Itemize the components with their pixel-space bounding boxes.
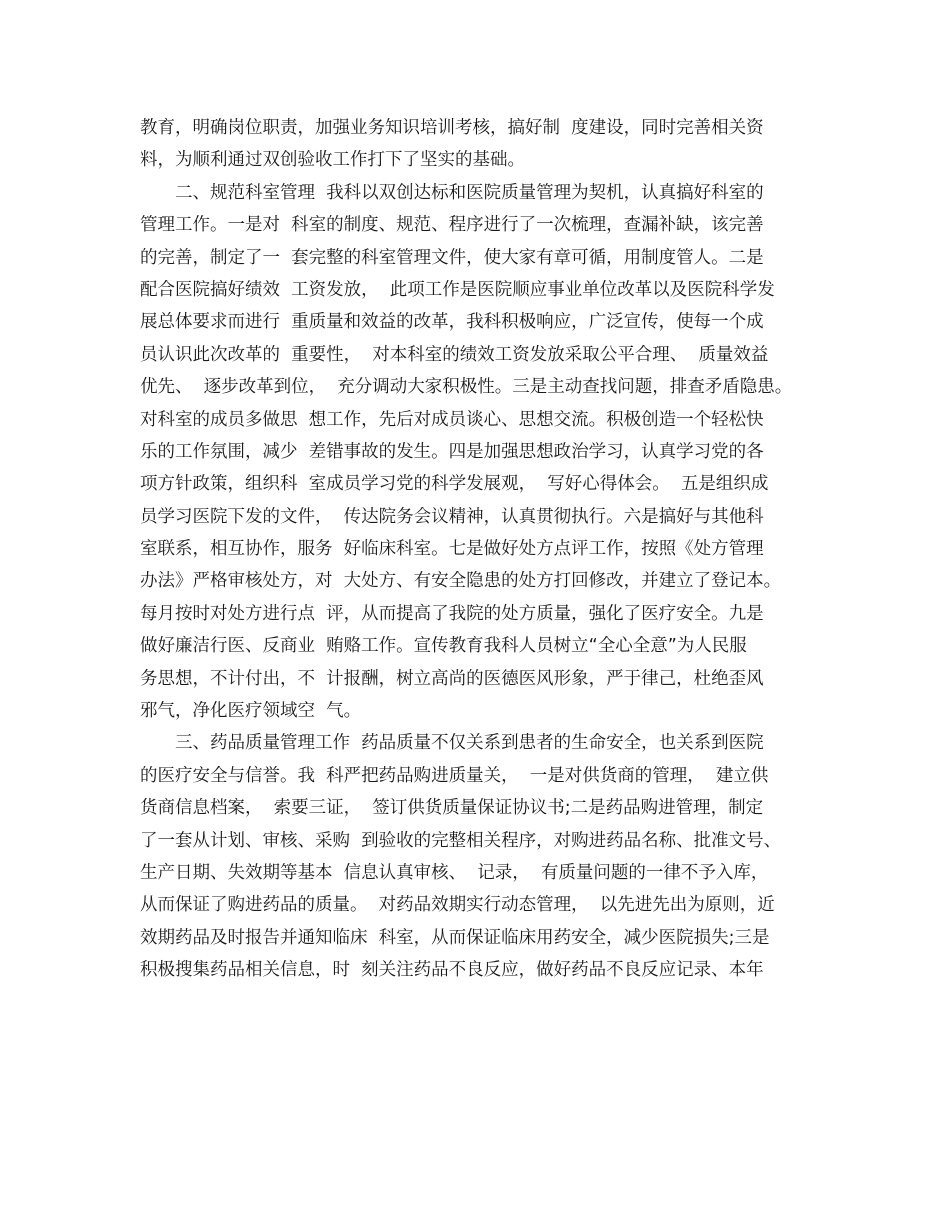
text-line: 生产日期、失效期等基本 信息认真审核、 记录， 有质量问题的一律不予入库， <box>140 862 769 883</box>
document-body <box>140 112 820 987</box>
text-line: 管理工作。一是对 科室的制度、规范、程序进行了一次梳理，查漏补缺，该完善 <box>140 215 764 236</box>
text-line: 展总体要求而进行 重质量和效益的改革，我科积极响应，广泛宣传，使每一个成 <box>140 312 764 333</box>
text-line: 效期药品及时报告并通知临床 科室，从而保证临床用药安全，减少医院损失;三是 <box>140 927 770 948</box>
text-line: 了一套从计划、审核、采购 到验收的完整相关程序，对购进药品名称、批准文号、 <box>140 830 782 851</box>
text-line: 积极搜集药品相关信息，时 刻关注药品不良反应，做好药品不良反应记录、本年 <box>140 960 764 981</box>
text-line: 配合医院搞好绩效 工资发放， 此项工作是医院顺应事业单位改革以及医院科学发 <box>140 279 775 300</box>
text-line: 每月按时对处方进行点 评，从而提高了我院的处方质量，强化了医疗安全。九是 <box>140 603 764 624</box>
text-line: 货商信息档案， 索要三证， 签订供货质量保证协议书;二是药品购进管理，制定 <box>140 798 764 819</box>
text-line: 员学习医院下发的文件， 传达院务会议精神，认真贯彻执行。六是搞好与其他科 <box>140 506 764 527</box>
text-line: 料，为顺利通过双创验收工作打下了坚实的基础。 <box>140 150 525 171</box>
text-line: 员认识此次改革的 重要性， 对本科室的绩效工资发放采取公平合理、 质量效益 <box>140 344 769 365</box>
text-line: 做好廉洁行医、反商业 贿赂工作。宣传教育我科人员树立“全心全意”为人民服 <box>140 636 747 657</box>
text-line: 室联系，相互协作，服务 好临床科室。七是做好处方点评工作，按照《处方管理 <box>140 539 764 560</box>
paragraph-heading-line: 二、规范科室管理 我科以双创达标和医院质量管理为契机，认真搞好科室的 <box>175 182 764 203</box>
text-line: 的医疗安全与信誉。我 科严把药品购进质量关， 一是对供货商的管理， 建立供 <box>140 765 769 786</box>
text-line: 的完善，制定了一 套完整的科室管理文件，使大家有章可循，用制度管人。二是 <box>140 247 764 268</box>
text-line: 对科室的成员多做思 想工作，先后对成员谈心、思想交流。积极创造一个轻松快 <box>140 409 764 430</box>
text-line: 乐的工作氛围，减少 差错事故的发生。四是加强思想政治学习，认真学习党的各 <box>140 441 764 462</box>
text-line: 优先、 逐步改革到位， 充分调动大家积极性。三是主动查找问题，排查矛盾隐患。 <box>140 377 793 398</box>
paragraph-heading-line: 三、药品质量管理工作 药品质量不仅关系到患者的生命安全，也关系到医院 <box>175 733 764 754</box>
text-line: 务思想，不计付出，不 计报酬，树立高尚的医德医风形象，严于律己，杜绝歪风 <box>140 668 764 689</box>
text-line: 邪气，净化医疗领域空 气。 <box>140 701 362 722</box>
text-line: 从而保证了购进药品的质量。 对药品效期实行动态管理， 以先进先出为原则，近 <box>140 895 775 916</box>
text-line: 项方针政策，组织科 室成员学习党的科学发展观， 写好心得体会。 五是组织成 <box>140 474 769 495</box>
text-line: 办法》严格审核处方，对 大处方、有安全隐患的处方打回修改，并建立了登记本。 <box>140 571 782 592</box>
text-line: 教育，明确岗位职责，加强业务知识培训考核，搞好制 度建设，同时完善相关资 <box>140 118 764 138</box>
